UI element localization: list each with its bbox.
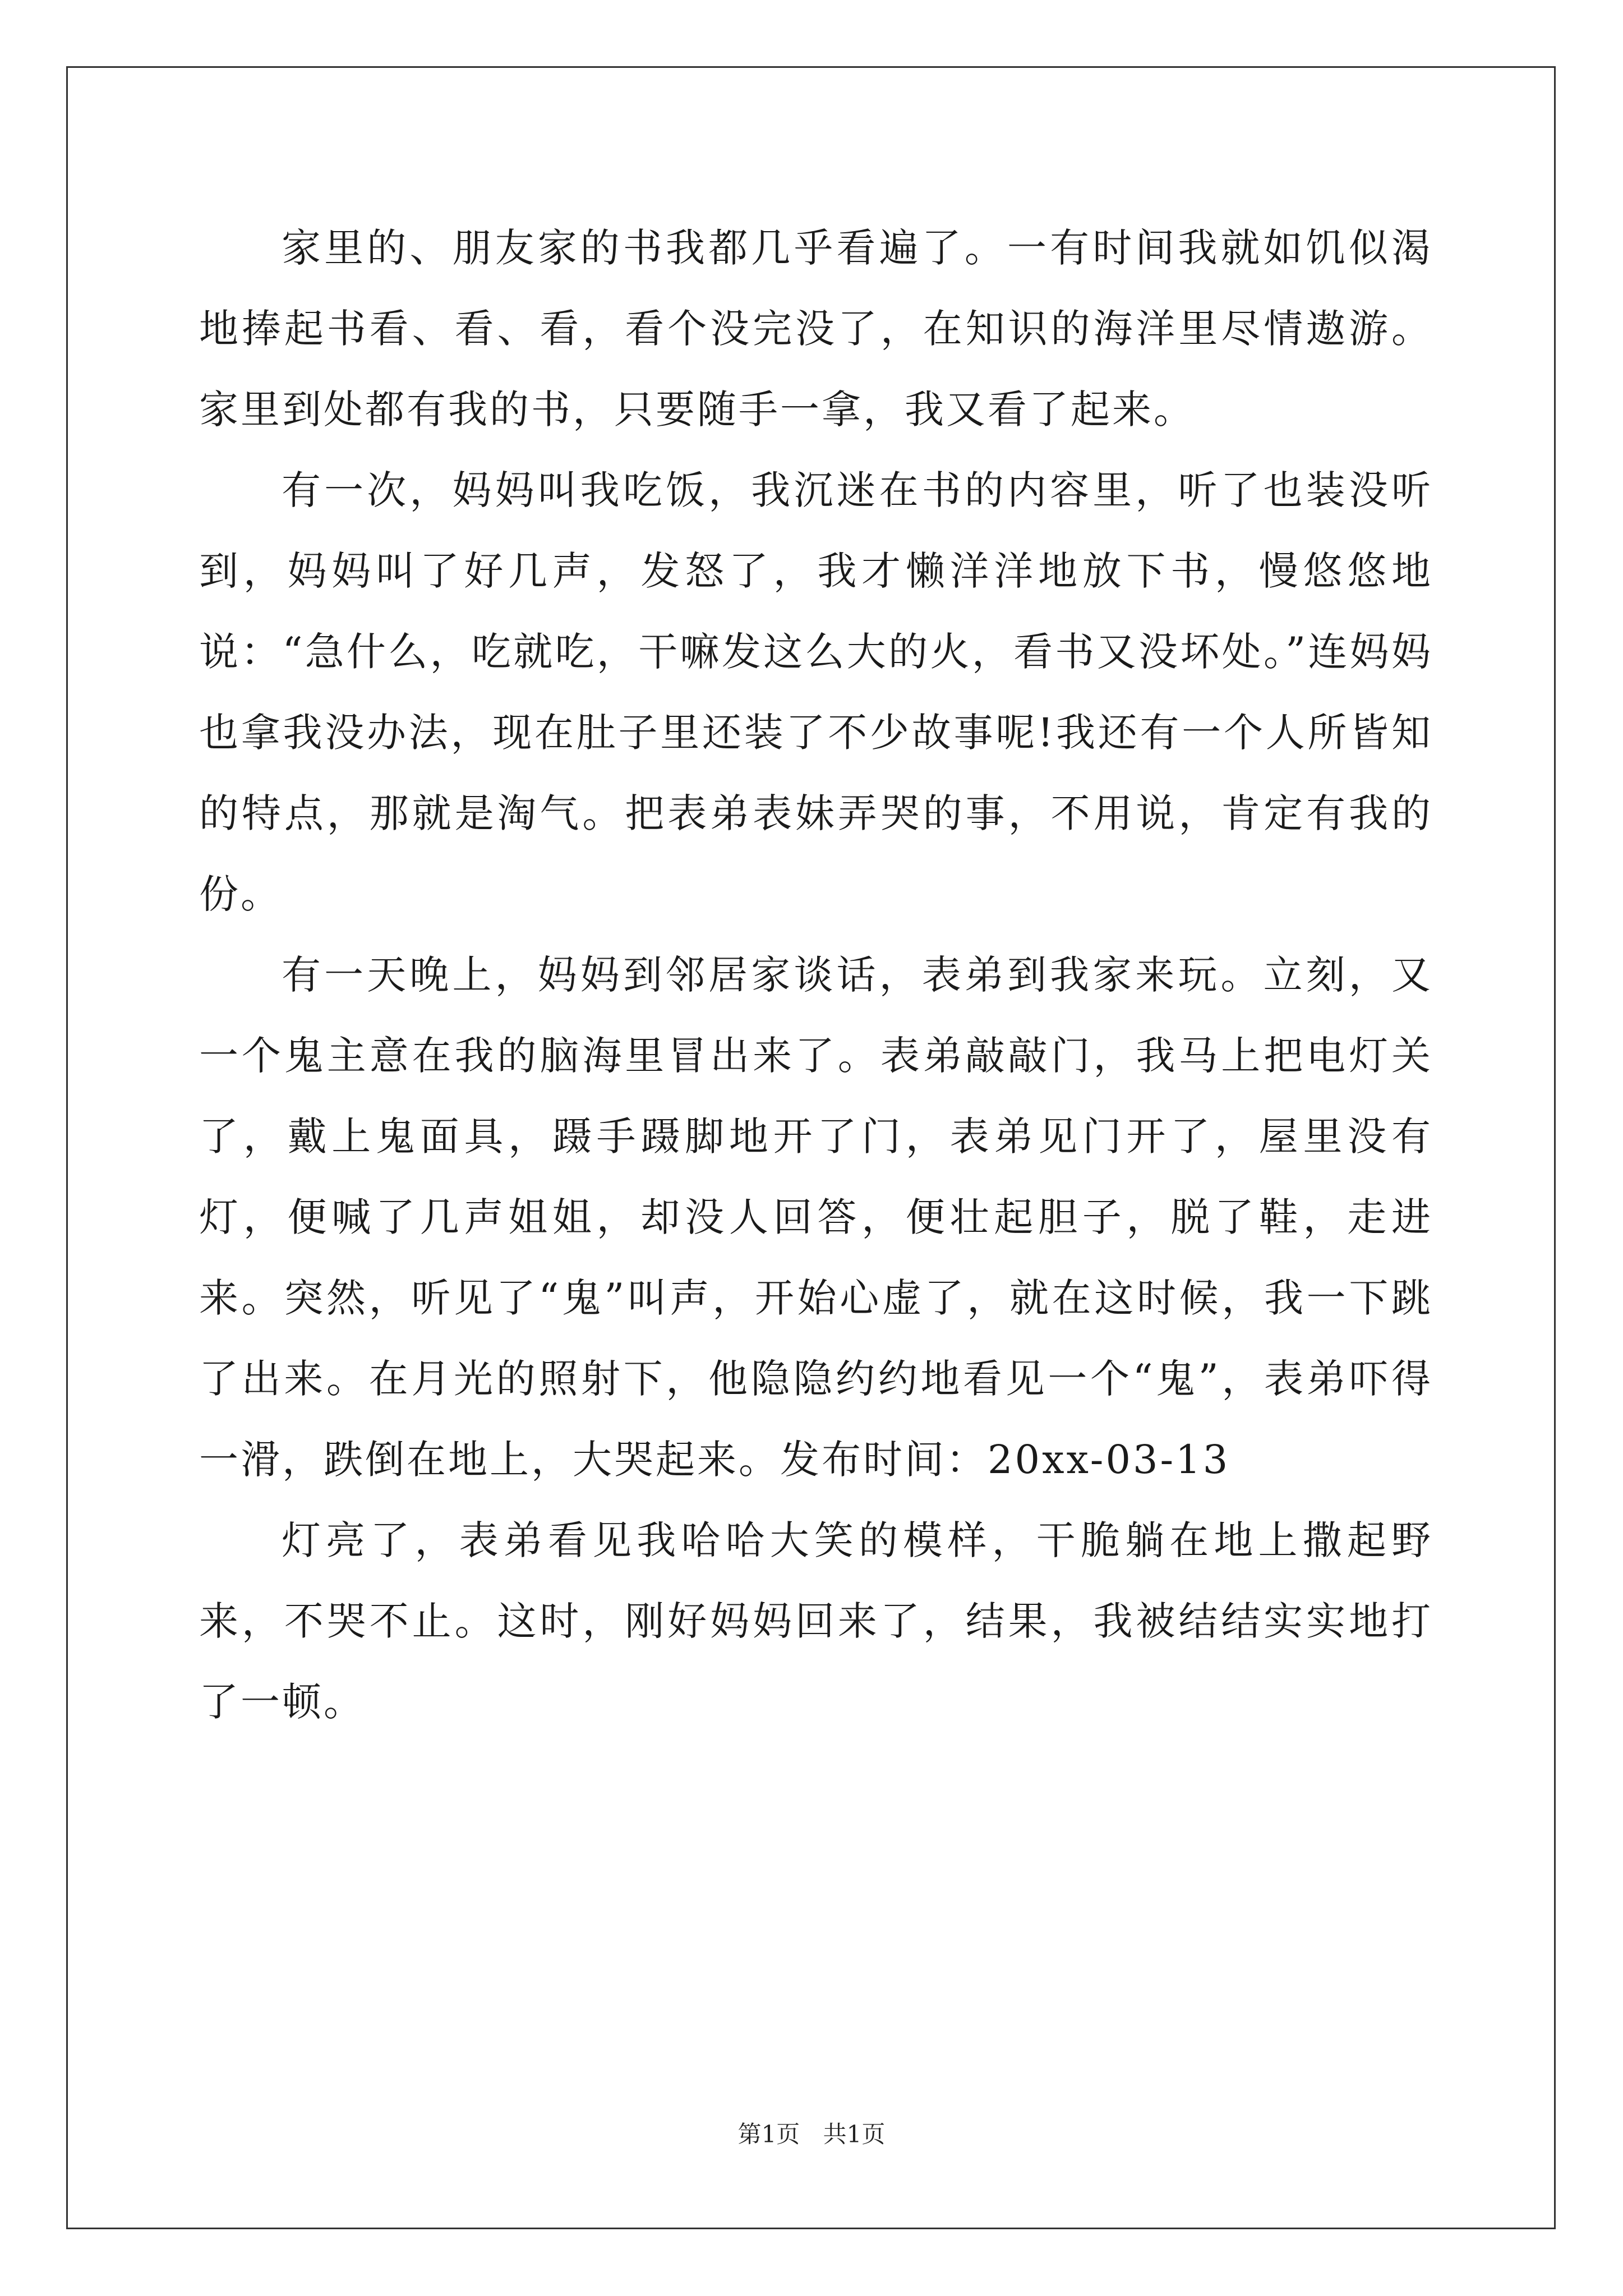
paragraph-3: 有一天晚上，妈妈到邻居家谈话，表弟到我家来玩。立刻，又一个鬼主意在我的脑海里冒出来了。表弟敲敲门，我马上把电灯关了，戴上鬼面具，蹑手蹑脚地开了门，表弟见门开了，屋里没有灯，便喊了几声姐姐，却没人回答，便壮起胆子，脱了鞋，走进来。突然，听见了“鬼”叫声，开始心虚了，就在这时候，我一下跳了出来。在月光的照射下，他隐隐约约地看见一个“鬼”，表弟吓得一滑，跌倒在地上，大哭起来。发布时间：20xx-03-13 [199, 952, 1433, 1483]
paragraph-1: 家里的、朋友家的书我都几乎看遍了。一有时间我就如饥似渴地捧起书看、看、看，看个没完没了，在知识的海洋里尽情遨游。家里到处都有我的书，只要随手一拿，我又看了起来。 [199, 225, 1433, 432]
page-number-current: 第1页 [737, 2120, 800, 2148]
paragraph-2: 有一次，妈妈叫我吃饭，我沉迷在书的内容里，听了也装没听到，妈妈叫了好几声，发怒了，我才懒洋洋地放下书，慢悠悠地说：“急什么，吃就吃，干嘛发这么大的火，看书又没坏处。”连妈妈也拿我没办法，现在肚子里还装了不少故事呢!我还有一个人所皆知的特点，那就是淘气。把表弟表妹弄哭的事，不用说，肯定有我的份。 [199, 467, 1433, 917]
page-number-total: 共1页 [823, 2120, 886, 2148]
document-body [199, 208, 1433, 1742]
paragraph-4: 灯亮了，表弟看见我哈哈大笑的模样，干脆躺在地上撒起野来，不哭不止。这时，刚好妈妈回来了，结果，我被结结实实地打了一顿。 [199, 1517, 1433, 1725]
page-footer [0, 2116, 1623, 2150]
